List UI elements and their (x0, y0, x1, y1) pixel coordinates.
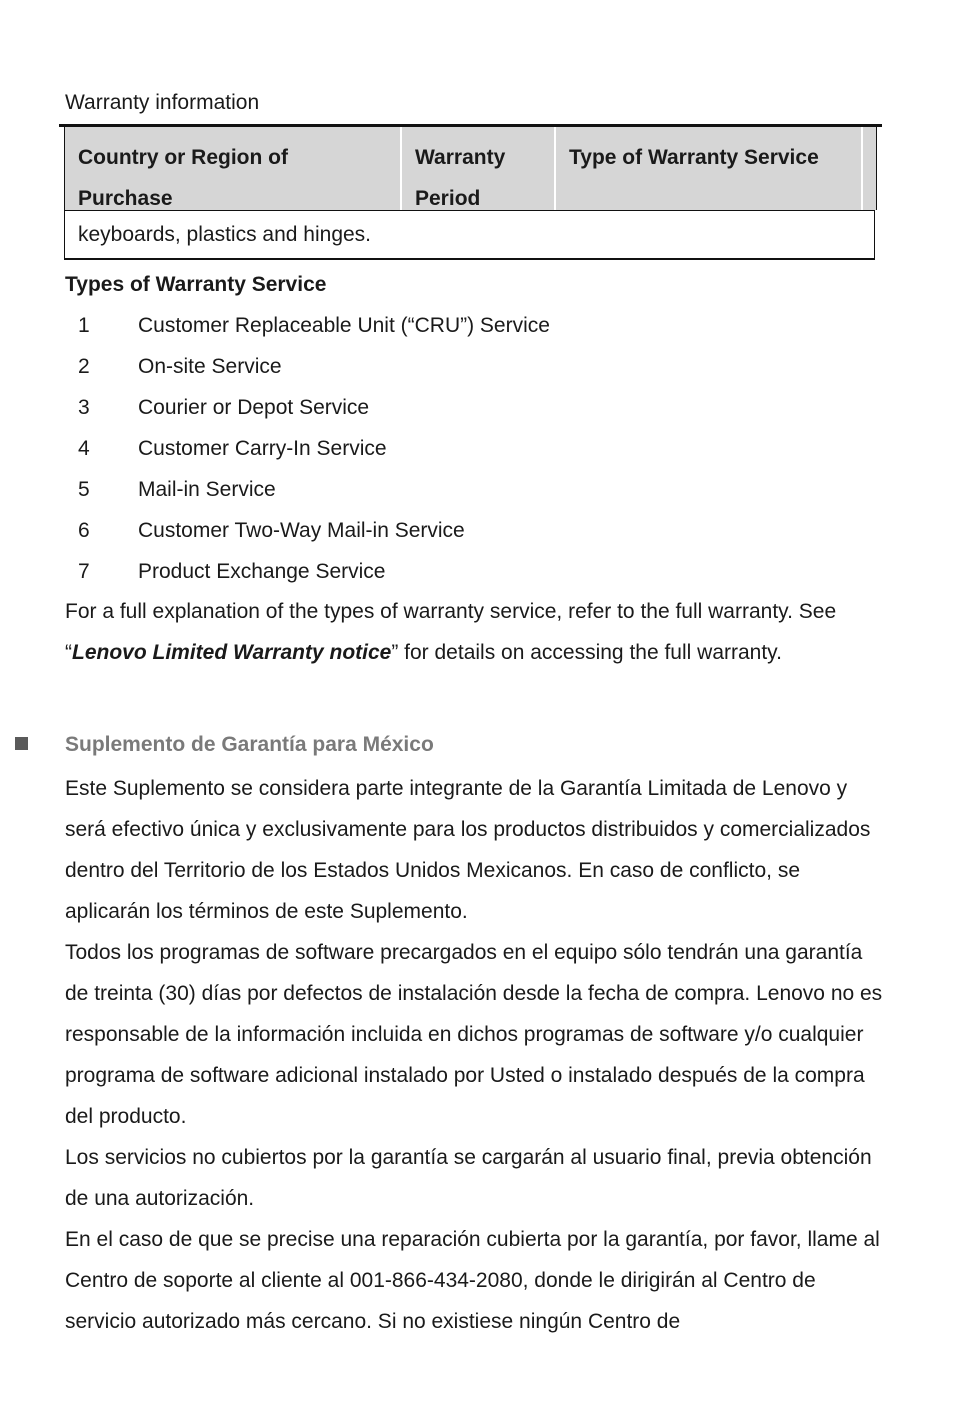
supplement-paragraph: En el caso de que se precise una reparación cubierta por la garantía, por favor, llame al Centro de soporte al cliente al 001-866-434-2080, donde le dirigirán al Centro de servicio autorizado más cercano. Si no existiese ningún Centro de (65, 1228, 880, 1333)
square-bullet-icon (15, 737, 28, 750)
list-label: On-site Service (138, 355, 282, 378)
header-warranty-type: Type of Warranty Service (556, 127, 863, 210)
supplement-paragraph: Este Suplemento se considera parte integrante de la Garantía Limitada de Lenovo y será efectivo única y exclusivamente para los productos distribuidos y comercializados dentro del Territorio de los Estados Unidos Mexicanos. En caso de conflicto, se aplicarán los términos de este Suplemento. (65, 777, 871, 923)
header-country-region: Country or Region of Purchase (65, 127, 402, 210)
explanation-paragraph (65, 591, 885, 673)
list-label: Product Exchange Service (138, 560, 386, 583)
header-warranty-period: Warranty Period (402, 127, 556, 210)
supplement-body (65, 768, 885, 1342)
list-number: 2 (78, 355, 90, 378)
list-number: 3 (78, 396, 90, 419)
explanation-text-end: ” for details on accessing the full warranty. (391, 641, 782, 664)
page-header: Warranty information (65, 91, 260, 114)
supplement-paragraph: Todos los programas de software precargados en el equipo sólo tendrán una garantía de treinta (30) días por defectos de instalación desde la fecha de compra. Lenovo no es responsable de la información incluida en dichos programas de software y/o cualquier programa de software adicional instalado por Usted o instalado después de la compra del producto. (65, 941, 883, 1128)
types-title: Types of Warranty Service (65, 273, 327, 296)
list-number: 6 (78, 519, 90, 542)
list-label: Customer Replaceable Unit (“CRU”) Service (138, 314, 550, 337)
supplement-paragraph: Los servicios no cubiertos por la garantía se cargarán al usuario final, previa obtención de una autorización. (65, 1146, 872, 1210)
supplement-heading: Suplemento de Garantía para México (65, 733, 434, 756)
list-number: 7 (78, 560, 90, 583)
warranty-notice-reference: Lenovo Limited Warranty notice (72, 641, 392, 664)
list-number: 5 (78, 478, 90, 501)
list-number: 4 (78, 437, 90, 460)
table-header-row (64, 127, 877, 210)
list-number: 1 (78, 314, 90, 337)
list-label: Customer Two-Way Mail-in Service (138, 519, 465, 542)
warranty-table (59, 124, 882, 260)
explanation-text: For a full explanation of the types of warranty service, refer to the full warranty. See “ (65, 600, 837, 664)
list-label: Mail-in Service (138, 478, 276, 501)
table-row: keyboards, plastics and hinges. (64, 210, 875, 260)
list-label: Courier or Depot Service (138, 396, 370, 419)
list-label: Customer Carry-In Service (138, 437, 387, 460)
